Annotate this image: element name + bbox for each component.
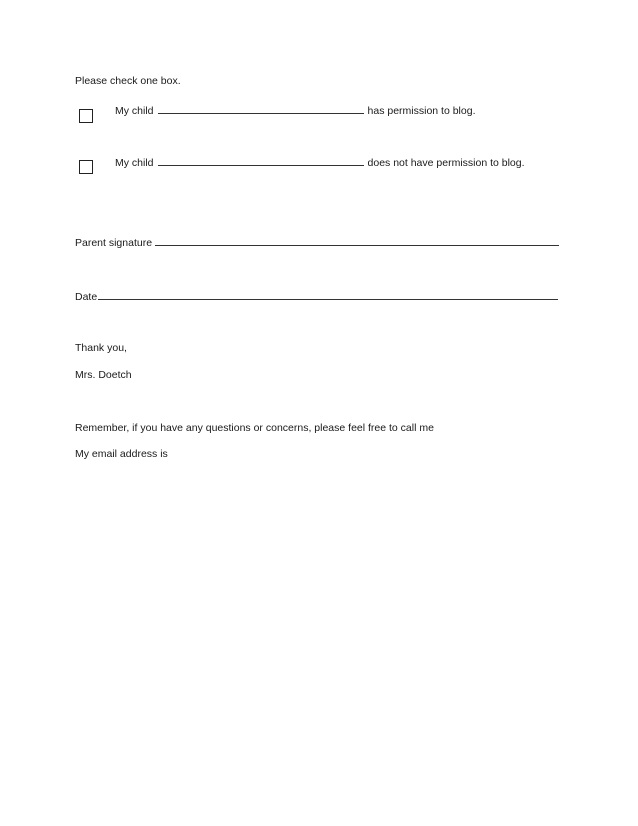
- permission-denied-checkbox[interactable]: [79, 160, 93, 174]
- email-line: My email address is: [75, 448, 168, 460]
- child-name-field[interactable]: [158, 155, 364, 166]
- parent-signature-row: [75, 235, 559, 250]
- option-suffix: has permission to blog.: [367, 105, 476, 117]
- parent-signature-label: Parent signature: [75, 237, 153, 249]
- instruction-text: Please check one box.: [75, 75, 181, 87]
- option-permission-denied: [115, 155, 525, 170]
- option-prefix: My child: [115, 157, 154, 169]
- date-label: Date: [75, 291, 98, 303]
- parent-signature-field[interactable]: [155, 235, 559, 246]
- permission-granted-checkbox[interactable]: [79, 109, 93, 123]
- date-field[interactable]: [98, 289, 558, 300]
- option-permission-granted: [115, 103, 476, 118]
- date-row: [75, 289, 558, 304]
- option-prefix: My child: [115, 105, 154, 117]
- reminder-text: Remember, if you have any questions or concerns, please feel free to call me: [75, 422, 434, 434]
- thanks-text: Thank you,: [75, 342, 127, 354]
- child-name-field[interactable]: [158, 103, 364, 114]
- signer-name: Mrs. Doetch: [75, 369, 132, 381]
- option-suffix: does not have permission to blog.: [367, 157, 525, 169]
